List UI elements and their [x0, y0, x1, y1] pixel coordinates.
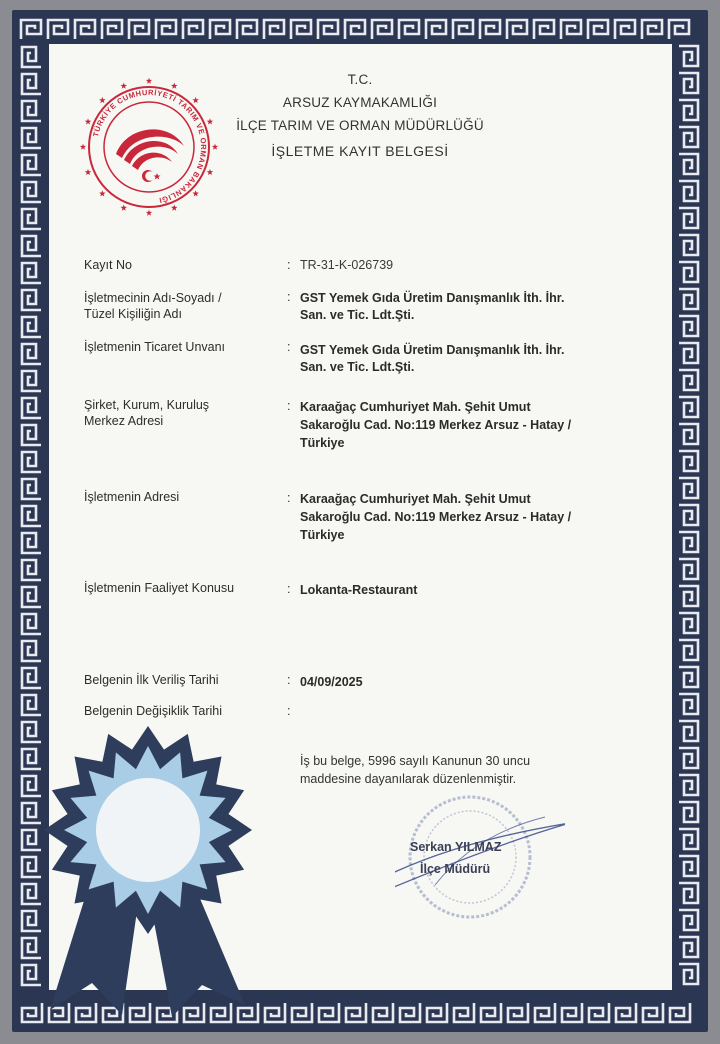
legal-statement — [300, 752, 600, 788]
crescent-star-icon — [142, 170, 161, 182]
field-label-kayit-no: Kayıt No — [84, 258, 132, 272]
field-value-merkez-adresi: Karaağaç Cumhuriyet Mah. Şehit Umut — [300, 400, 531, 414]
signature-stroke — [395, 823, 565, 895]
field-label-isletmeci-2: Tüzel Kişiliğin Adı — [84, 307, 182, 321]
field-label-ilk-verilis-tarihi: Belgenin İlk Veriliş Tarihi — [84, 673, 219, 687]
official-stamp — [395, 787, 565, 927]
emblem-star — [171, 205, 178, 211]
field-label-isletme-adresi: İşletmenin Adresi — [84, 490, 180, 504]
field-value-isletme-adresi-3: Türkiye — [300, 528, 345, 542]
field-value-ilk-verilis-tarihi: 04/09/2025 — [300, 675, 363, 689]
field-colon: : — [287, 290, 291, 304]
field-label-isletmeci: İşletmecinin Adı-Soyadı / — [84, 291, 222, 305]
field-label-degisiklik-tarihi: Belgenin Değişiklik Tarihi — [84, 704, 223, 718]
signer-name: Serkan YILMAZ — [410, 840, 502, 854]
emblem-star — [121, 205, 128, 211]
emblem-ring-text: TÜRKİYE CUMHURİYETİ TARIM VE ORMAN BAKANLIĞI — [91, 87, 209, 206]
header-kaymakamlik: ARSUZ KAYMAKAMLIĞI — [282, 95, 438, 110]
signer-title: İlçe Müdürü — [420, 862, 491, 876]
field-label-merkez-adresi: Şirket, Kurum, Kuruluş — [84, 398, 210, 412]
field-colon: : — [287, 704, 291, 718]
legal-statement-line-1: İş bu belge, 5996 sayılı Kanunun 30 uncu — [300, 754, 531, 768]
header-document-title: İŞLETME KAYIT BELGESİ — [271, 143, 449, 159]
emblem-star — [192, 190, 199, 196]
field-colon: : — [287, 399, 291, 413]
field-value-isletmeci: GST Yemek Gıda Üretim Danışmanlık İth. İhr. — [300, 291, 565, 305]
legal-statement-line-2: maddesine dayanılarak düzenlenmiştir. — [300, 772, 517, 786]
field-value-ticaret-unvani: GST Yemek Gıda Üretim Danışmanlık İth. İhr. — [300, 343, 565, 357]
field-colon: : — [287, 258, 291, 272]
field-value-isletme-adresi-2: Sakaroğlu Cad. No:119 Merkez Arsuz - Hatay / — [300, 510, 572, 524]
field-label-faaliyet-konusu: İşletmenin Faaliyet Konusu — [84, 581, 235, 595]
seal-center — [96, 778, 200, 882]
emblem-star — [146, 210, 152, 216]
field-value-faaliyet-konusu: Lokanta-Restaurant — [300, 583, 418, 597]
field-colon: : — [287, 673, 291, 687]
rosette-seal — [30, 725, 270, 1025]
field-value-ticaret-unvani-2: San. ve Tic. Ldt.Şti. — [300, 360, 415, 374]
field-colon: : — [287, 340, 291, 354]
field-value-isletmeci-2: San. ve Tic. Ldt.Şti. — [300, 308, 415, 322]
field-label-merkez-adresi-2: Merkez Adresi — [84, 414, 164, 428]
header-mudurluk: İLÇE TARIM VE ORMAN MÜDÜRLÜĞÜ — [236, 118, 484, 133]
field-value-kayit-no: TR-31-K-026739 — [300, 258, 394, 272]
field-label-ticaret-unvani: İşletmenin Ticaret Unvanı — [84, 340, 226, 354]
emblem-star — [207, 169, 214, 175]
field-value-merkez-adresi-2: Sakaroğlu Cad. No:119 Merkez Arsuz - Hatay / — [300, 418, 572, 432]
field-value-isletme-adresi: Karaağaç Cumhuriyet Mah. Şehit Umut — [300, 492, 531, 506]
emblem-star — [85, 169, 92, 175]
field-value-merkez-adresi-3: Türkiye — [300, 436, 345, 450]
header-tc: T.C. — [347, 72, 373, 87]
emblem-star — [99, 190, 106, 196]
field-colon: : — [287, 491, 291, 505]
field-colon: : — [287, 582, 291, 596]
